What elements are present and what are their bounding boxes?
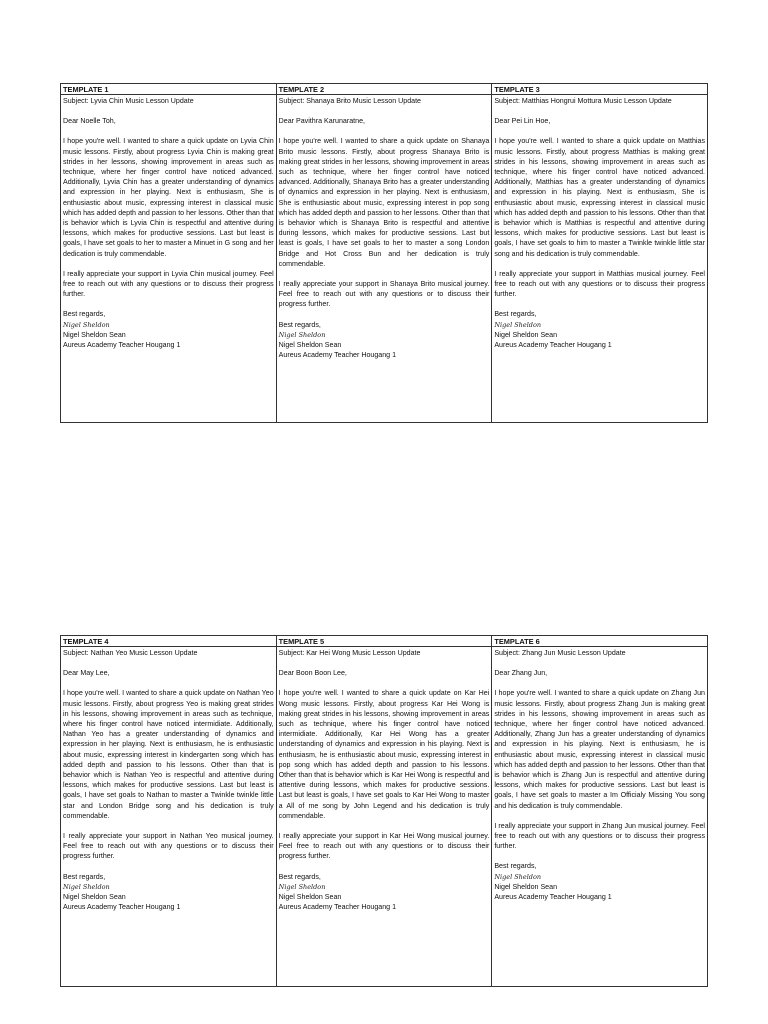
closing-paragraph: I really appreciate your support in Zhang Jun musical journey. Feel free to reach out with any questions or to discuss their progress further.	[494, 821, 705, 851]
signature-block	[279, 872, 490, 913]
regards-line: Best regards,	[494, 862, 537, 871]
signature-block	[279, 320, 490, 361]
header-row	[61, 84, 708, 95]
greeting: Dear Pei Lin Hoe,	[494, 117, 551, 126]
handwritten-signature: Nigel Sheldon	[63, 882, 110, 891]
handwritten-signature: Nigel Sheldon	[494, 872, 542, 881]
sender-name: Nigel Sheldon Sean	[278, 893, 342, 902]
templates-table-top	[60, 83, 708, 423]
subject-line: Subject: Matthias Hongrui Mottura Music Lesson Update	[494, 97, 672, 105]
template-cell	[276, 647, 492, 987]
subject-line: Subject: Lyvia Chin Music Lesson Update	[63, 97, 194, 105]
sender-role: Aureus Academy Teacher Hougang 1	[278, 351, 397, 360]
greeting: Dear Boon Boon Lee,	[278, 669, 347, 678]
body-paragraph: I hope you're well. I wanted to share a quick update on Zhang Jun music lessons. Firstly, about progress Zhang Jun is making great strides in his lessons, showing improvement in areas such as technique, where her finger control have noticed advanced. Additionally, Zhang Jun has a greater understanding of dynamics and expression in his playing. Next is enthusiasm, he is enthusiastic about music, expressing interest in classical music which has added depth and passion to her lessons. Other than that is behavior which is Zhang Jun is respectful and attentive during lessons, which makes for productive sessions. Last but least is goals, I have set goals to master a Im Officialy Missing You song and his dedication is truly commendable.	[494, 689, 705, 810]
signature-block	[494, 309, 705, 350]
closing-paragraph: I really appreciate your support in Nathan Yeo musical journey. Feel free to reach out with any questions or to discuss their progress further.	[63, 832, 274, 861]
handwritten-signature: Nigel Sheldon	[278, 330, 326, 339]
template-heading: TEMPLATE 6	[492, 636, 708, 647]
template-cell	[61, 647, 277, 987]
content-row	[61, 95, 708, 423]
sender-role: Aureus Academy Teacher Hougang 1	[494, 893, 612, 902]
body-paragraph: I hope you're well. I wanted to share a quick update on Nathan Yeo music lessons. Firstly, about progress Yeo is making great strides in his lessons, showing improvement in areas such as technique, where his finger control have noticed intermidiate. Additionally, Nathan Yeo has a greater understanding of dynamics and expression in her playing. Next is enthusiasm, he is enthusiastic about music, expressing interest in kindergarten song which has added depth and passion to his lessons. Other than that is behavior which is Nathan Yeo is respectful and attentive during lessons, which makes for productive sessions. Last but least is goals, I have set goals to Nathan to master a Twinkle twinkle little star and London Bridge song and his dedication is truly commendable.	[63, 689, 274, 820]
template-heading: TEMPLATE 3	[492, 84, 708, 95]
sender-name: Nigel Sheldon Sean	[63, 330, 126, 339]
sender-role: Aureus Academy Teacher Hougang 1	[278, 903, 397, 912]
sender-name: Nigel Sheldon Sean	[494, 882, 558, 891]
template-cell	[492, 95, 708, 423]
sender-role: Aureus Academy Teacher Hougang 1	[63, 903, 181, 912]
subject-line: Subject: Nathan Yeo Music Lesson Update	[63, 649, 198, 657]
template-heading: TEMPLATE 2	[276, 84, 492, 95]
closing-paragraph: I really appreciate your support in Shanaya Brito musical journey. Feel free to reach out with any questions or to discuss their progress further.	[278, 280, 490, 309]
regards-line: Best regards,	[63, 872, 106, 881]
sender-name: Nigel Sheldon Sean	[278, 341, 342, 350]
body-paragraph: I hope you're well. I wanted to share a quick update on Shanaya Brito music lessons. Firstly, about progress Shanaya Brito is making great strides in her lessons, showing improvement in areas such as technique, where her finger control have noticed advanced. Additionally, Shanaya Brito has a greater understanding of dynamics and expression in her playing. Next is enthusiasm, She is enthusiastic about music, expressing interest in pop song which has added depth and passion to her lessons. Other than that is behavior which is Shanaya Brito is respectful and attentive during lessons, which makes for productive sessions. Last but least is goals, I have set goals to her to master a song London Bridge and Hot Cross Bun and her dedication is truly commendable.	[278, 137, 490, 268]
subject-line: Subject: Zhang Jun Music Lesson Update	[494, 649, 626, 657]
closing-paragraph: I really appreciate your support in Lyvia Chin musical journey. Feel free to reach out with any questions or to discuss their progress further.	[63, 269, 274, 299]
sender-role: Aureus Academy Teacher Hougang 1	[63, 341, 181, 350]
template-heading: TEMPLATE 5	[276, 636, 492, 647]
handwritten-signature: Nigel Sheldon	[63, 320, 110, 329]
greeting: Dear Noelle Toh,	[63, 117, 116, 126]
signature-block	[63, 872, 274, 913]
header-row	[61, 636, 708, 647]
template-cell	[276, 95, 492, 423]
body-paragraph: I hope you're well. I wanted to share a quick update on Lyvia Chin music lessons. Firstly, about progress Lyvia Chin is making great strides in her lessons, showing improvement in areas such as technique, where her finger control have noticed advanced. Additionally, Lyvia Chin has a greater understanding of dynamics and expression in her playing. Next is enthusiasm, She is enthusiastic about music, expressing interest in classical music which has added depth and passion to her lessons. Other than that is behavior which is Lyvia Chin is respectful and attentive during lessons, which makes for productive sessions. Last but least is goals, I have set goals to her to master a Minuet in G song and her dedication is truly commendable.	[63, 137, 274, 258]
handwritten-signature: Nigel Sheldon	[278, 882, 326, 891]
template-cell	[61, 95, 277, 423]
handwritten-signature: Nigel Sheldon	[494, 320, 542, 329]
regards-line: Best regards,	[494, 310, 537, 319]
regards-line: Best regards,	[278, 872, 321, 881]
closing-paragraph: I really appreciate your support in Kar Hei Wong musical journey. Feel free to reach out with any questions or to discuss their progress further.	[278, 832, 490, 861]
sender-name: Nigel Sheldon Sean	[63, 893, 126, 902]
signature-block	[494, 861, 705, 902]
body-paragraph: I hope you're well. I wanted to share a quick update on Kar Hei Wong music lessons. Firstly, about progress Kar Hei Wong is making great strides in his lessons, showing improvement in areas such as technique, where his finger control have noticed intermidiate. Additionally, Kar Hei Wong has a greater understanding of dynamics and expression in his playing. Next is enthusiasm, he is enthusiastic about music, expressing interest in pop song which has added depth and passion to his lessons. Other than that is behavior which is Kar Hei Wong is respectful and attentive during lessons, which makes for productive sessions. Last but least is goals, I have set goals to Kar Hei Wong to master a All of me song by John Legend and his dedication is truly commendable.	[278, 689, 490, 820]
signature-block	[63, 309, 274, 350]
content-row	[61, 647, 708, 987]
sender-role: Aureus Academy Teacher Hougang 1	[494, 341, 612, 350]
templates-table-bottom	[60, 635, 708, 987]
regards-line: Best regards,	[278, 320, 321, 329]
template-heading: TEMPLATE 4	[61, 636, 277, 647]
closing-paragraph: I really appreciate your support in Matthias musical journey. Feel free to reach out with any questions or to discuss their progress further.	[494, 269, 705, 299]
sender-name: Nigel Sheldon Sean	[494, 330, 558, 339]
template-heading: TEMPLATE 1	[61, 84, 277, 95]
subject-line: Subject: Kar Hei Wong Music Lesson Update	[278, 649, 421, 657]
body-paragraph: I hope you're well. I wanted to share a quick update on Matthias music lessons. Firstly, about progress Matthias is making great strides in his lessons, showing improvement in areas such as technique, where his finger control have noticed advanced. Additionally, Matthias has a greater understanding of dynamics and expression in his playing. Next is enthusiasm, She is enthusiastic about music, expressing interest in classical music which has added depth and passion to his lessons. Other than that is behavior which is Matthias is respectful and attentive during lessons, which makes for productive sessions. Last but least is goals, I have set goals to him to master a Twinkle twinkle little star song and his dedication is truly commendable.	[494, 137, 705, 258]
subject-line: Subject: Shanaya Brito Music Lesson Update	[278, 97, 422, 105]
greeting: Dear Zhang Jun,	[494, 669, 548, 678]
greeting: Dear May Lee,	[63, 669, 110, 678]
template-cell	[492, 647, 708, 987]
regards-line: Best regards,	[63, 310, 106, 319]
greeting: Dear Pavithra Karunaratne,	[278, 117, 366, 126]
